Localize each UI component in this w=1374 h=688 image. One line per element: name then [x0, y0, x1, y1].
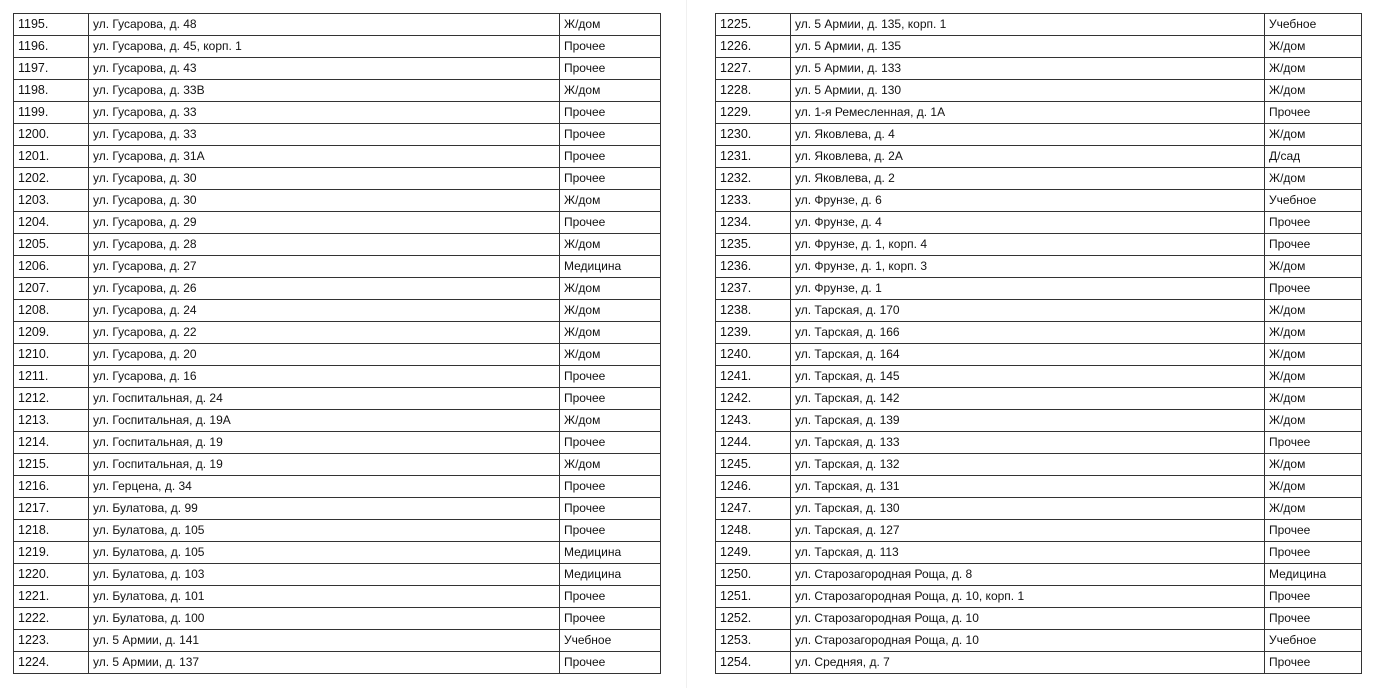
- row-number: 1210.: [14, 344, 89, 366]
- left-page: [13, 13, 661, 674]
- row-type: Прочее: [1265, 432, 1362, 454]
- table-row: [14, 630, 661, 652]
- row-address: ул. Старозагородная Роща, д. 10: [791, 608, 1265, 630]
- row-type: Ж/дом: [560, 454, 661, 476]
- table-row: [716, 476, 1362, 498]
- table-row: [716, 542, 1362, 564]
- row-address: ул. Старозагородная Роща, д. 10: [791, 630, 1265, 652]
- row-number: 1221.: [14, 586, 89, 608]
- row-number: 1203.: [14, 190, 89, 212]
- row-address: ул. Булатова, д. 100: [89, 608, 560, 630]
- row-address: ул. Гусарова, д. 16: [89, 366, 560, 388]
- row-address: ул. Гусарова, д. 22: [89, 322, 560, 344]
- table-row: [716, 168, 1362, 190]
- row-address: ул. Фрунзе, д. 6: [791, 190, 1265, 212]
- row-type: Ж/дом: [1265, 454, 1362, 476]
- row-number: 1198.: [14, 80, 89, 102]
- row-number: 1246.: [716, 476, 791, 498]
- row-address: ул. Старозагородная Роща, д. 8: [791, 564, 1265, 586]
- row-address: ул. Яковлева, д. 2: [791, 168, 1265, 190]
- row-number: 1252.: [716, 608, 791, 630]
- row-type: Ж/дом: [1265, 476, 1362, 498]
- row-address: ул. Госпитальная, д. 19: [89, 454, 560, 476]
- row-number: 1223.: [14, 630, 89, 652]
- right-page: [715, 13, 1362, 674]
- row-number: 1219.: [14, 542, 89, 564]
- row-type: Ж/дом: [1265, 36, 1362, 58]
- row-address: ул. Гусарова, д. 30: [89, 168, 560, 190]
- row-type: Ж/дом: [1265, 322, 1362, 344]
- table-row: [14, 586, 661, 608]
- row-type: Ж/дом: [560, 190, 661, 212]
- row-type: Ж/дом: [560, 80, 661, 102]
- row-address: ул. Булатова, д. 105: [89, 520, 560, 542]
- row-address: ул. 5 Армии, д. 141: [89, 630, 560, 652]
- table-row: [14, 212, 661, 234]
- row-type: Ж/дом: [1265, 80, 1362, 102]
- row-type: Прочее: [560, 608, 661, 630]
- row-address: ул. 5 Армии, д. 130: [791, 80, 1265, 102]
- row-type: Медицина: [560, 564, 661, 586]
- table-row: [14, 432, 661, 454]
- row-address: ул. Тарская, д. 132: [791, 454, 1265, 476]
- row-type: Учебное: [1265, 190, 1362, 212]
- row-type: Ж/дом: [1265, 388, 1362, 410]
- table-row: [14, 102, 661, 124]
- row-type: Д/сад: [1265, 146, 1362, 168]
- row-number: 1241.: [716, 366, 791, 388]
- row-number: 1248.: [716, 520, 791, 542]
- table-row: [14, 498, 661, 520]
- row-type: Прочее: [560, 520, 661, 542]
- row-address: ул. Гусарова, д. 31А: [89, 146, 560, 168]
- table-row: [716, 256, 1362, 278]
- left-table-body: [14, 14, 661, 674]
- table-row: [14, 542, 661, 564]
- table-row: [716, 36, 1362, 58]
- row-address: ул. Тарская, д. 170: [791, 300, 1265, 322]
- row-address: ул. Тарская, д. 127: [791, 520, 1265, 542]
- row-number: 1249.: [716, 542, 791, 564]
- row-address: ул. Фрунзе, д. 1: [791, 278, 1265, 300]
- row-type: Ж/дом: [560, 410, 661, 432]
- table-row: [716, 520, 1362, 542]
- table-row: [716, 344, 1362, 366]
- row-number: 1212.: [14, 388, 89, 410]
- table-row: [14, 520, 661, 542]
- table-row: [14, 476, 661, 498]
- row-type: Прочее: [1265, 542, 1362, 564]
- row-number: 1250.: [716, 564, 791, 586]
- table-row: [716, 410, 1362, 432]
- row-type: Ж/дом: [1265, 366, 1362, 388]
- table-row: [716, 146, 1362, 168]
- row-type: Ж/дом: [560, 278, 661, 300]
- table-row: [716, 124, 1362, 146]
- row-address: ул. Герцена, д. 34: [89, 476, 560, 498]
- row-address: ул. Фрунзе, д. 1, корп. 4: [791, 234, 1265, 256]
- table-row: [14, 564, 661, 586]
- row-type: Прочее: [560, 212, 661, 234]
- table-row: [14, 146, 661, 168]
- table-row: [716, 234, 1362, 256]
- row-type: Ж/дом: [1265, 168, 1362, 190]
- table-row: [716, 388, 1362, 410]
- table-row: [716, 432, 1362, 454]
- row-address: ул. 5 Армии, д. 135, корп. 1: [791, 14, 1265, 36]
- row-type: Прочее: [560, 36, 661, 58]
- row-number: 1235.: [716, 234, 791, 256]
- table-row: [716, 454, 1362, 476]
- row-number: 1242.: [716, 388, 791, 410]
- row-number: 1208.: [14, 300, 89, 322]
- row-type: Ж/дом: [1265, 410, 1362, 432]
- row-type: Прочее: [560, 168, 661, 190]
- row-type: Ж/дом: [560, 14, 661, 36]
- row-type: Прочее: [1265, 608, 1362, 630]
- table-row: [14, 300, 661, 322]
- row-type: Ж/дом: [560, 322, 661, 344]
- row-type: Учебное: [1265, 14, 1362, 36]
- row-number: 1226.: [716, 36, 791, 58]
- row-type: Прочее: [560, 146, 661, 168]
- row-address: ул. Госпитальная, д. 24: [89, 388, 560, 410]
- row-number: 1205.: [14, 234, 89, 256]
- row-number: 1228.: [716, 80, 791, 102]
- row-type: Прочее: [560, 498, 661, 520]
- row-number: 1245.: [716, 454, 791, 476]
- table-row: [716, 102, 1362, 124]
- row-address: ул. Булатова, д. 105: [89, 542, 560, 564]
- table-row: [716, 608, 1362, 630]
- row-address: ул. 5 Армии, д. 137: [89, 652, 560, 674]
- row-number: 1244.: [716, 432, 791, 454]
- row-number: 1206.: [14, 256, 89, 278]
- row-address: ул. Тарская, д. 142: [791, 388, 1265, 410]
- row-address: ул. Тарская, д. 164: [791, 344, 1265, 366]
- row-number: 1202.: [14, 168, 89, 190]
- row-type: Прочее: [1265, 586, 1362, 608]
- row-address: ул. Средняя, д. 7: [791, 652, 1265, 674]
- table-row: [716, 14, 1362, 36]
- row-number: 1199.: [14, 102, 89, 124]
- row-type: Медицина: [1265, 564, 1362, 586]
- table-row: [716, 564, 1362, 586]
- table-row: [14, 366, 661, 388]
- row-type: Ж/дом: [560, 300, 661, 322]
- row-number: 1229.: [716, 102, 791, 124]
- row-number: 1232.: [716, 168, 791, 190]
- row-address: ул. Фрунзе, д. 4: [791, 212, 1265, 234]
- row-address: ул. Фрунзе, д. 1, корп. 3: [791, 256, 1265, 278]
- row-number: 1217.: [14, 498, 89, 520]
- row-type: Учебное: [560, 630, 661, 652]
- row-number: 1231.: [716, 146, 791, 168]
- table-row: [14, 322, 661, 344]
- row-type: Медицина: [560, 542, 661, 564]
- table-row: [14, 608, 661, 630]
- row-address: ул. Гусарова, д. 30: [89, 190, 560, 212]
- row-address: ул. Гусарова, д. 33: [89, 102, 560, 124]
- row-type: Ж/дом: [560, 344, 661, 366]
- row-address: ул. 5 Армии, д. 133: [791, 58, 1265, 80]
- row-number: 1211.: [14, 366, 89, 388]
- row-type: Учебное: [1265, 630, 1362, 652]
- row-address: ул. Гусарова, д. 26: [89, 278, 560, 300]
- row-address: ул. Тарская, д. 145: [791, 366, 1265, 388]
- table-row: [14, 256, 661, 278]
- row-type: Ж/дом: [1265, 498, 1362, 520]
- row-type: Прочее: [560, 432, 661, 454]
- table-row: [14, 652, 661, 674]
- row-type: Ж/дом: [1265, 344, 1362, 366]
- row-number: 1209.: [14, 322, 89, 344]
- row-type: Прочее: [560, 652, 661, 674]
- table-row: [716, 212, 1362, 234]
- row-address: ул. 1-я Ремесленная, д. 1А: [791, 102, 1265, 124]
- table-row: [716, 80, 1362, 102]
- row-address: ул. Старозагородная Роща, д. 10, корп. 1: [791, 586, 1265, 608]
- row-type: Прочее: [1265, 102, 1362, 124]
- row-address: ул. Гусарова, д. 45, корп. 1: [89, 36, 560, 58]
- table-row: [716, 300, 1362, 322]
- table-row: [716, 630, 1362, 652]
- row-number: 1213.: [14, 410, 89, 432]
- row-address: ул. Булатова, д. 101: [89, 586, 560, 608]
- row-type: Ж/дом: [560, 234, 661, 256]
- row-number: 1243.: [716, 410, 791, 432]
- row-type: Медицина: [560, 256, 661, 278]
- row-address: ул. Яковлева, д. 2А: [791, 146, 1265, 168]
- table-row: [14, 36, 661, 58]
- row-address: ул. Гусарова, д. 27: [89, 256, 560, 278]
- row-number: 1247.: [716, 498, 791, 520]
- table-row: [14, 80, 661, 102]
- row-address: ул. Яковлева, д. 4: [791, 124, 1265, 146]
- row-address: ул. Тарская, д. 133: [791, 432, 1265, 454]
- table-row: [716, 498, 1362, 520]
- right-table: [715, 13, 1362, 674]
- table-row: [14, 454, 661, 476]
- row-address: ул. Тарская, д. 131: [791, 476, 1265, 498]
- table-row: [14, 410, 661, 432]
- row-number: 1234.: [716, 212, 791, 234]
- row-number: 1224.: [14, 652, 89, 674]
- table-row: [14, 190, 661, 212]
- table-row: [14, 388, 661, 410]
- row-address: ул. Гусарова, д. 28: [89, 234, 560, 256]
- row-address: ул. Госпитальная, д. 19А: [89, 410, 560, 432]
- row-number: 1201.: [14, 146, 89, 168]
- row-number: 1214.: [14, 432, 89, 454]
- row-number: 1200.: [14, 124, 89, 146]
- table-row: [716, 278, 1362, 300]
- table-row: [14, 278, 661, 300]
- table-row: [14, 58, 661, 80]
- row-address: ул. Булатова, д. 99: [89, 498, 560, 520]
- row-address: ул. Тарская, д. 139: [791, 410, 1265, 432]
- row-type: Ж/дом: [1265, 58, 1362, 80]
- row-number: 1239.: [716, 322, 791, 344]
- row-address: ул. Булатова, д. 103: [89, 564, 560, 586]
- row-type: Прочее: [560, 124, 661, 146]
- table-row: [716, 322, 1362, 344]
- row-type: Прочее: [1265, 212, 1362, 234]
- row-number: 1218.: [14, 520, 89, 542]
- left-table: [13, 13, 661, 674]
- row-number: 1253.: [716, 630, 791, 652]
- row-type: Ж/дом: [1265, 124, 1362, 146]
- row-number: 1197.: [14, 58, 89, 80]
- row-address: ул. Гусарова, д. 43: [89, 58, 560, 80]
- row-type: Ж/дом: [1265, 300, 1362, 322]
- row-number: 1237.: [716, 278, 791, 300]
- row-number: 1240.: [716, 344, 791, 366]
- row-type: Прочее: [560, 102, 661, 124]
- table-row: [14, 14, 661, 36]
- row-type: Прочее: [560, 476, 661, 498]
- row-number: 1238.: [716, 300, 791, 322]
- table-row: [14, 234, 661, 256]
- row-number: 1225.: [716, 14, 791, 36]
- row-number: 1216.: [14, 476, 89, 498]
- row-address: ул. Гусарова, д. 29: [89, 212, 560, 234]
- row-type: Прочее: [560, 388, 661, 410]
- row-number: 1215.: [14, 454, 89, 476]
- row-number: 1254.: [716, 652, 791, 674]
- row-address: ул. 5 Армии, д. 135: [791, 36, 1265, 58]
- row-number: 1233.: [716, 190, 791, 212]
- table-row: [14, 124, 661, 146]
- row-address: ул. Госпитальная, д. 19: [89, 432, 560, 454]
- right-table-body: [716, 14, 1362, 674]
- row-address: ул. Тарская, д. 113: [791, 542, 1265, 564]
- row-type: Ж/дом: [1265, 256, 1362, 278]
- row-number: 1204.: [14, 212, 89, 234]
- row-type: Прочее: [1265, 652, 1362, 674]
- row-address: ул. Гусарова, д. 20: [89, 344, 560, 366]
- row-number: 1230.: [716, 124, 791, 146]
- row-type: Прочее: [1265, 234, 1362, 256]
- row-number: 1227.: [716, 58, 791, 80]
- row-number: 1251.: [716, 586, 791, 608]
- row-number: 1236.: [716, 256, 791, 278]
- row-address: ул. Гусарова, д. 33: [89, 124, 560, 146]
- row-address: ул. Гусарова, д. 48: [89, 14, 560, 36]
- table-row: [716, 652, 1362, 674]
- table-row: [716, 58, 1362, 80]
- row-address: ул. Гусарова, д. 33В: [89, 80, 560, 102]
- table-row: [716, 366, 1362, 388]
- row-number: 1220.: [14, 564, 89, 586]
- table-row: [716, 586, 1362, 608]
- row-number: 1207.: [14, 278, 89, 300]
- table-row: [14, 168, 661, 190]
- row-address: ул. Гусарова, д. 24: [89, 300, 560, 322]
- row-type: Прочее: [1265, 520, 1362, 542]
- row-number: 1196.: [14, 36, 89, 58]
- table-row: [716, 190, 1362, 212]
- row-type: Прочее: [560, 58, 661, 80]
- row-type: Прочее: [560, 366, 661, 388]
- row-number: 1222.: [14, 608, 89, 630]
- table-row: [14, 344, 661, 366]
- row-type: Прочее: [1265, 278, 1362, 300]
- page-divider: [686, 0, 687, 688]
- row-number: 1195.: [14, 14, 89, 36]
- row-address: ул. Тарская, д. 166: [791, 322, 1265, 344]
- row-type: Прочее: [560, 586, 661, 608]
- row-address: ул. Тарская, д. 130: [791, 498, 1265, 520]
